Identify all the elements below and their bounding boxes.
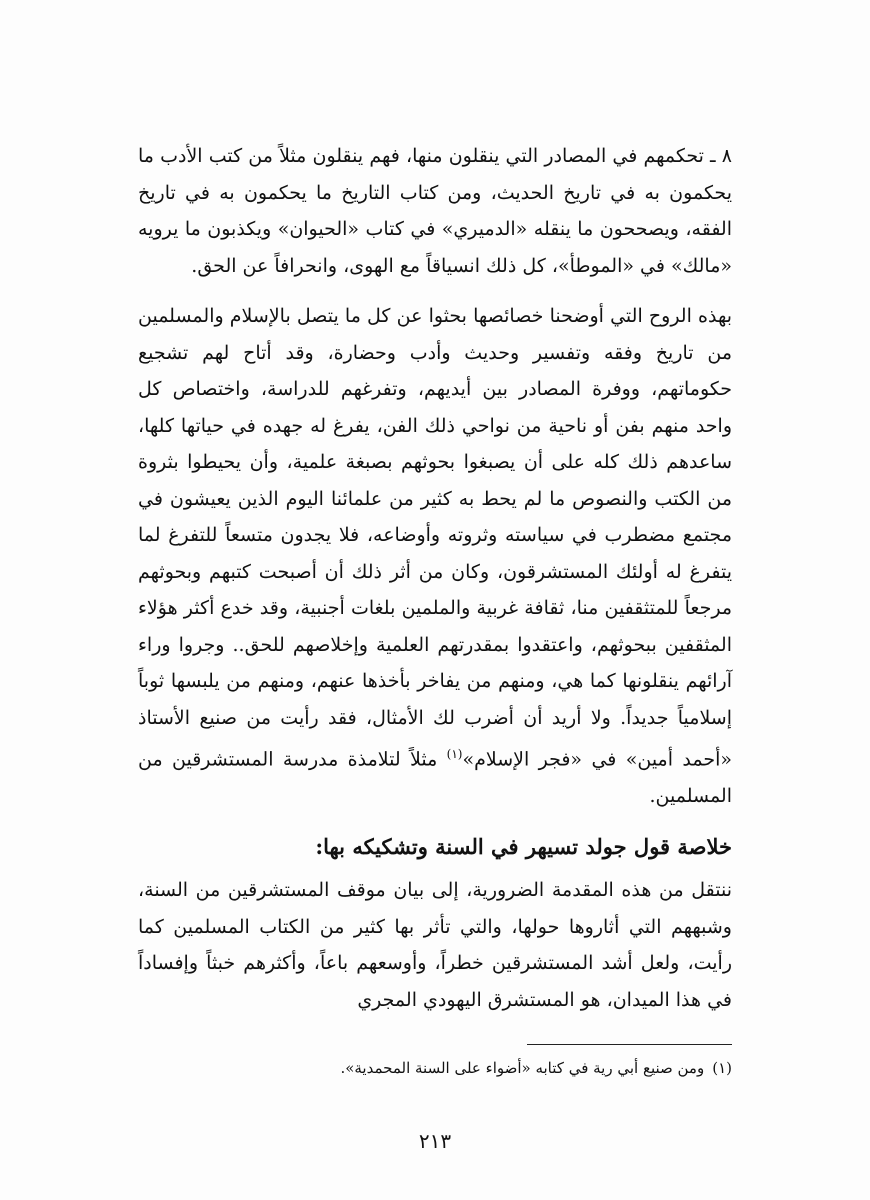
footnote	[138, 1055, 732, 1081]
footnote-number: (١)	[712, 1059, 732, 1078]
paragraph-text: بهذه الروح التي أوضحنا خصائصها بحثوا عن كل ما يتصل بالإسلام والمسلمين من تاريخ وفقه وتفسير وحديث وأدب وحضارة، وقد أتاح لهم تشجيع حكوماتهم، ووفرة المصادر بين أيديهم، وتفرغهم للدراسة، واختصاص كل واحد منهم بفن أو ناحية من نواحي ذلك الفن، يفرغ له جهده في حياتها كلها، ساعدهم ذلك كله على أن يصبغوا بحوثهم بصبغة علمية، وأن يحيطوا بثروة من الكتب والنصوص ما لم يحط به كثير من علمائنا اليوم الذين يعيشون في مجتمع مضطرب في سياسته وثروته وأوضاعه، فلا يجدون متسعاً للتفرغ لما يتفرغ له أولئك المستشرقون، وكان من أثر ذلك أن أصبحت كتبهم وبحوثهم مرجعاً للمتثقفين منا، ثقافة غربية والملمين بلغات أجنبية، وقد خدع أكثر هؤلاء المثقفين ببحوثهم، واعتقدوا بمقدرتهم العلمية وإخلاصهم للحق.. وجروا وراء آرائهم ينقلونها كما هي، ومنهم من يفاخر بأخذها عنهم، ومنهم من يلبسها ثوباً إسلامياً جديداً. ولا أريد أن أضرب لك الأمثال، فقد رأيت من صنيع الأستاذ «أحمد أمين» في «فجر الإسلام»	[138, 305, 732, 771]
paragraph-orientalists-spirit	[138, 298, 732, 814]
section-heading: خلاصة قول جولد تسيهر في السنة وتشكيكه بها:	[315, 834, 732, 860]
footnote-divider	[527, 1044, 732, 1045]
paragraph-point-8	[138, 138, 732, 284]
paragraph-text: ننتقل من هذه المقدمة الضرورية، إلى بيان موقف المستشرقين من السنة، وشبههم التي أثاروها حولها، والتي تأثر بها كثير من الكتاب المسلمين كما رأيت، ولعل أشد المستشرقين خطراً، وأوسعهم باعاً، وأكثرهم خبثاً وإفساداً في هذا الميدان، هو المستشرق اليهودي المجري	[138, 879, 732, 1011]
paragraph-intro-goldziher	[138, 872, 732, 1018]
paragraph-text: ٨ ـ تحكمهم في المصادر التي ينقلون منها، فهم ينقلون مثلاً من كتب الأدب ما يحكمون به في تاريخ الحديث، ومن كتاب التاريخ ما يحكمون به في تاريخ الفقه، ويصححون ما ينقله «الدميري» في كتاب «الحيوان» ويكذبون ما يرويه «مالك» في «الموطأ»، كل ذلك انسياقاً مع الهوى، وانحرافاً عن الحق.	[138, 145, 732, 277]
footnote-marker[interactable]: (١)	[446, 747, 463, 761]
footnote-text: ومن صنيع أبي رية في كتابه «أضواء على السنة المحمدية».	[340, 1059, 705, 1078]
paragraph-text-end: مثلاً لتلامذة مدرسة المستشرقين من المسلمين.	[138, 748, 732, 807]
page-number: ٢١٣	[418, 1129, 452, 1153]
